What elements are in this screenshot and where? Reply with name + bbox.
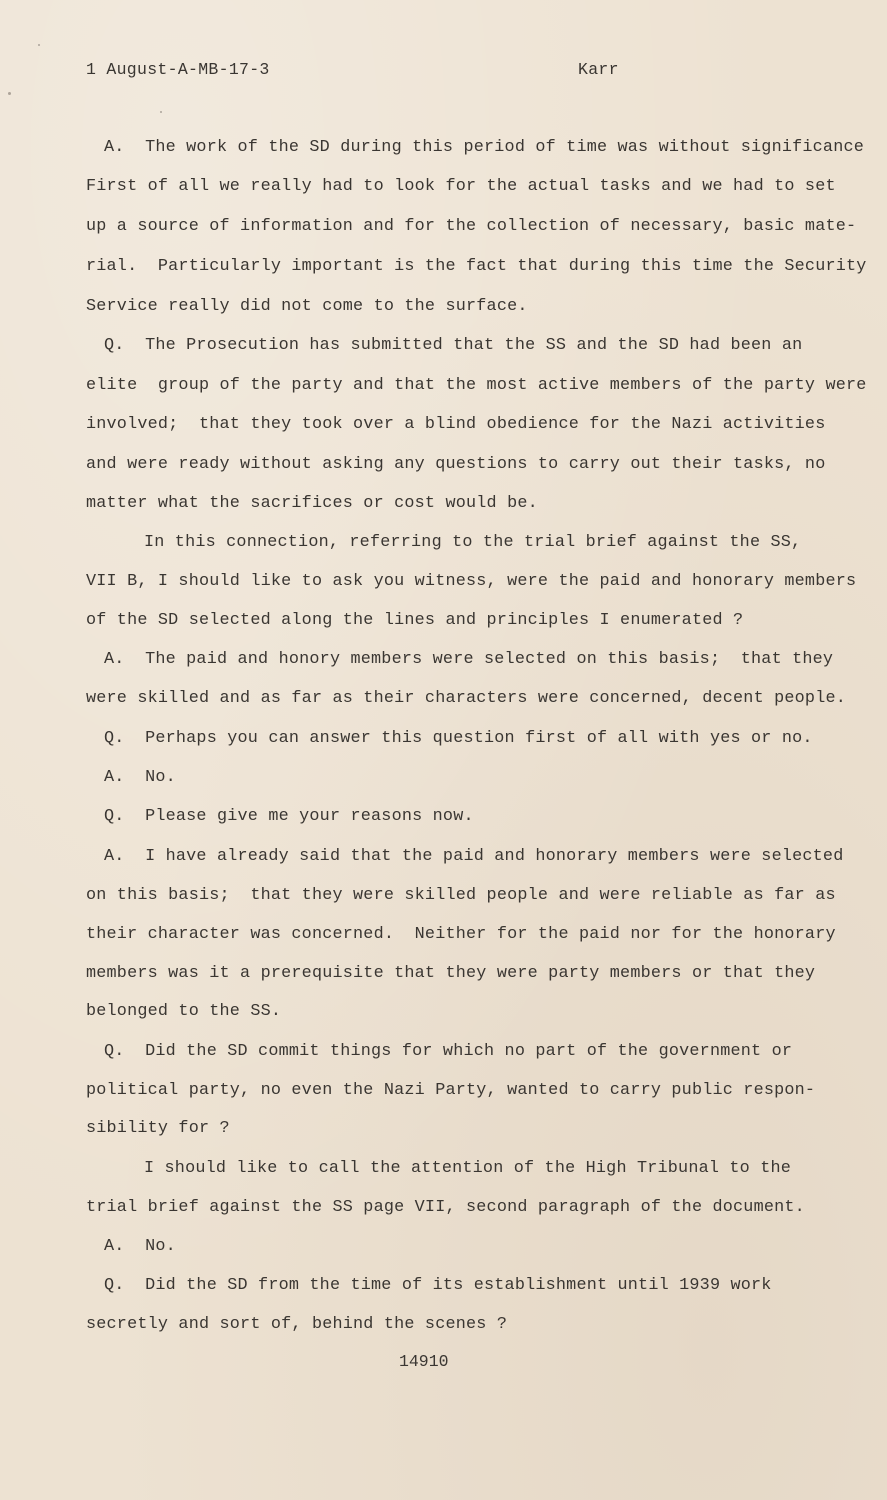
text-line: matter what the sacrifices or cost would be. <box>86 494 538 513</box>
text-line: Q. Did the SD from the time of its establishment until 1939 work <box>104 1276 772 1295</box>
text-line: secretly and sort of, behind the scenes ? <box>86 1315 508 1334</box>
text-line: of the SD selected along the lines and principles I enumerated ? <box>86 611 744 630</box>
text-line: A. No. <box>104 768 176 787</box>
header-witness-name: Karr <box>578 60 619 79</box>
text-line: rial. Particularly important is the fact that during this time the Security <box>86 257 867 276</box>
text-line: A. The work of the SD during this period of time was without significance <box>104 138 865 157</box>
text-line: Q. The Prosecution has submitted that the SS and the SD had been an <box>104 336 803 355</box>
text-line: on this basis; that they were skilled people and were reliable as far as <box>86 886 836 905</box>
text-line: members was it a prerequisite that they were party members or that they <box>86 964 816 983</box>
paper-speck <box>8 92 11 95</box>
text-line: Service really did not come to the surface. <box>86 297 528 316</box>
paper-speck <box>38 44 40 46</box>
text-line: A. The paid and honory members were selected on this basis; that they <box>104 650 834 669</box>
text-line: political party, no even the Nazi Party, wanted to carry public respon- <box>86 1081 816 1100</box>
text-line: involved; that they took over a blind obedience for the Nazi activities <box>86 415 826 434</box>
text-line: First of all we really had to look for the actual tasks and we had to set <box>86 177 836 196</box>
text-line: elite group of the party and that the most active members of the party were <box>86 376 867 395</box>
text-line: and were ready without asking any questions to carry out their tasks, no <box>86 455 826 474</box>
text-line: were skilled and as far as their characters were concerned, decent people. <box>86 689 847 708</box>
text-line: I should like to call the attention of the High Tribunal to the <box>144 1159 792 1178</box>
text-line: A. No. <box>104 1237 176 1256</box>
text-line: belonged to the SS. <box>86 1002 282 1021</box>
text-line: Q. Perhaps you can answer this question first of all with yes or no. <box>104 729 813 748</box>
text-line: VII B, I should like to ask you witness, were the paid and honorary members <box>86 572 857 591</box>
text-line: trial brief against the SS page VII, second paragraph of the document. <box>86 1198 805 1217</box>
page-number: 14910 <box>399 1352 449 1371</box>
text-line: sibility for ? <box>86 1119 230 1138</box>
paper-speck <box>160 111 162 113</box>
text-line: In this connection, referring to the trial brief against the SS, <box>144 533 802 552</box>
text-line: A. I have already said that the paid and honorary members were selected <box>104 847 844 866</box>
text-line: up a source of information and for the collection of necessary, basic mate- <box>86 217 857 236</box>
text-line: their character was concerned. Neither for the paid nor for the honorary <box>86 925 836 944</box>
header-reference: 1 August-A-MB-17-3 <box>86 60 270 79</box>
text-line: Q. Did the SD commit things for which no part of the government or <box>104 1042 793 1061</box>
text-line: Q. Please give me your reasons now. <box>104 807 474 826</box>
